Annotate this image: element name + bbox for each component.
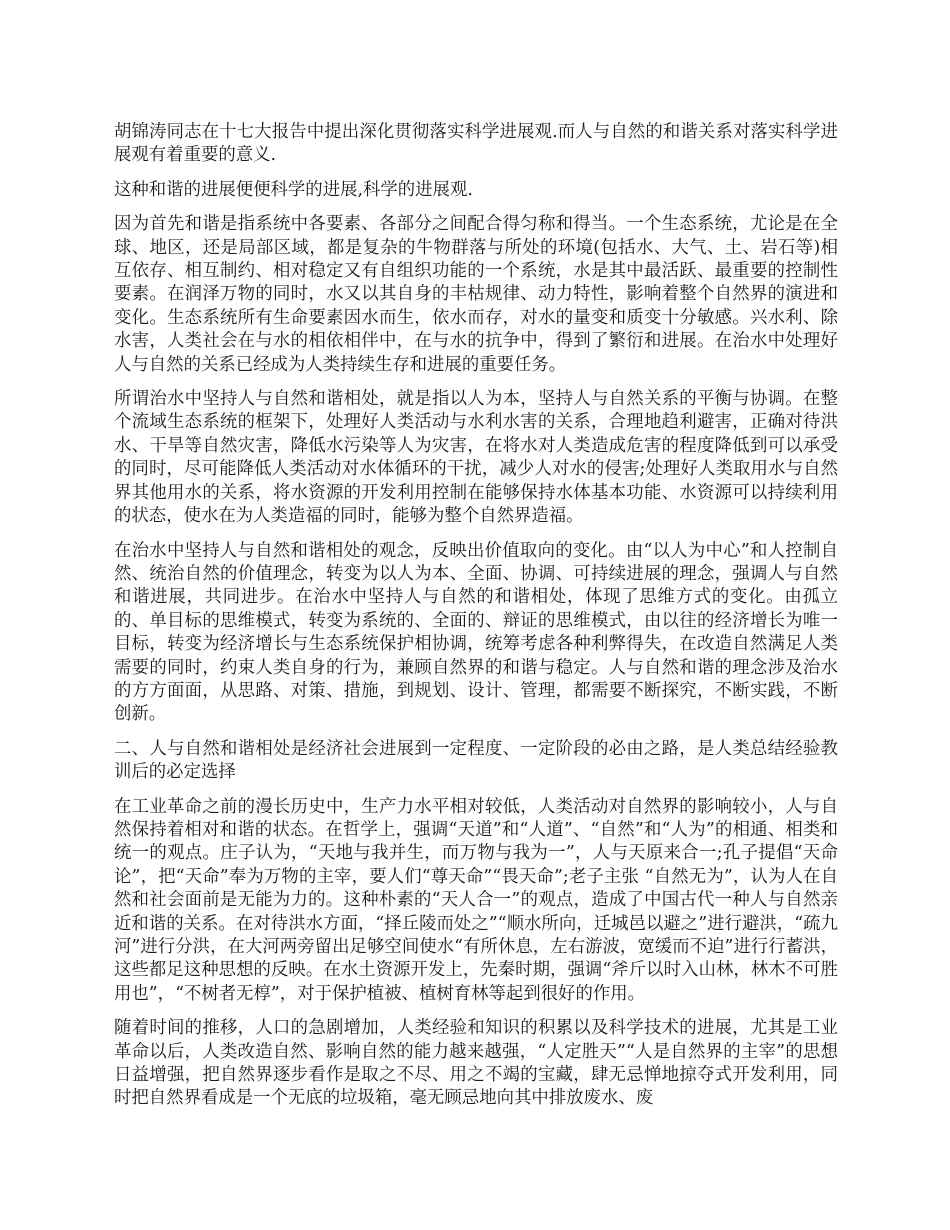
paragraph-water-governance: 所谓治水中坚持人与自然和谐相处，就是指以人为本，坚持人与自然关系的平衡与协调。在整个流域生态系统的框架下，处理好人类活动与水利水害的关系，合理地趋利避害，正确对待洪水、干旱等自然灾害，降低水污染等人为灾害，在将水对人类造成危害的程度降低到可以承受的同时，尽可能降低人类活动对水体循环的干扰，减少人对水的侵害;处理好人类取用水与自然界其他用水的关系，将水资源的开发利用控制在能够保持水体基本功能、水资源可以持续利用的状态，使水在为人类造福的同时，能够为整个自然界造福。 [114,389,838,527]
paragraph-industrial-era: 随着时间的推移，人口的急剧增加，人类经验和知识的积累以及科学技术的进展，尤其是工业革命以后，人类改造自然、影响自然的能力越来越强，“人定胜天”“人是自然界的主宰”的思想日益增强，把自然界逐步看作是取之不尽、用之不竭的宝藏，肆无忌惮地掠夺式开发利用，同时把自然界看成是一个无底的垃圾箱，毫无顾忌地向其中排放废水、废 [114,1018,838,1109]
document-body [114,121,838,1122]
paragraph-intro: 胡锦涛同志在十七大报告中提出深化贯彻落实科学进展观.而人与自然的和谐关系对落实科学进展观有着重要的意义. [114,122,838,166]
paragraph-value-shift: 在治水中坚持人与自然和谐相处的观念，反映出价值取向的变化。由“以人为中心”和人控制自然、统治自然的价值理念，转变为以人为本、全面、协调、可持续进展的理念，强调人与自然和谐进展，共同进步。在治水中坚持人与自然的和谐相处，体现了思维方式的变化。由孤立的、单目标的思维模式，转变为系统的、全面的、辩证的思维模式，由以往的经济增长为唯一目标，转变为经济增长与生态系统保护相协调，统筹考虑各种利弊得失，在改造自然满足人类需要的同时，约束人类自身的行为，兼顾自然界的和谐与稳定。人与自然和谐的理念涉及治水的方方面面，从思路、对策、措施，到规划、设计、管理，都需要不断探究，不断实践，不断创新。 [114,540,838,725]
paragraph-harmony-development: 这种和谐的进展便便科学的进展,科学的进展观. [114,179,473,200]
paragraph-ecosystem: 因为首先和谐是指系统中各要素、各部分之间配合得匀称和得当。一个生态系统，尤论是在全球、地区，还是局部区域，都是复杂的牛物群落与所处的环境(包括水、大气、土、岩石等)相互依存、相互制约、相对稳定又有自组织功能的一个系统，水是其中最活跃、最重要的控制性要素。在润泽万物的同时，水又以其自身的丰枯规律、动力特性，影响着整个自然界的演进和变化。生态系统所有生命要素因水而生，依水而存，对水的量变和质变十分敏感。兴水利、除水害，人类社会在与水的相依相伴中，在与水的抗争中，得到了繁衍和进展。在治水中处理好人与自然的关系已经成为人类持续生存和进展的重要任务。 [114,214,838,375]
paragraph-history: 在工业革命之前的漫长历史中，生产力水平相对较低，人类活动对自然界的影响较小，人与自然保持着相对和谐的状态。在哲学上，强调“天道”和“人道”、“自然”和“人为”的相通、相类和统一的观点。庄子认为，“天地与我并生，而万物与我为一”，人与天原来合一;孔子提倡“天命论”，把“天命”奉为万物的主宰，要人们“尊天命”“畏天命”;老子主张 “自然无为”，认为人在自然和社会面前是无能为力的。这种朴素的“天人合一”的观点，造成了中国古代一种人与自然亲近和谐的关系。在对待洪水方面，“择丘陵而处之”“顺水所向，迁城邑以避之”进行避洪，“疏九河”进行分洪，在大河两旁留出足够空间使水“有所休息，左右游波，宽缓而不迫”进行行蓄洪，这些都足这种思想的反映。在水土资源开发上，先秦时期，强调“斧斤以时入山林，林木不可胜用也”，“不树者无椁”，对于保护植被、植树育林等起到很好的作用。 [114,796,838,1004]
section-heading-two: 二、人与自然和谐相处是经济社会进展到一定程度、一定阶段的必由之路，是人类总结经验教训后的必定选择 [114,738,838,783]
